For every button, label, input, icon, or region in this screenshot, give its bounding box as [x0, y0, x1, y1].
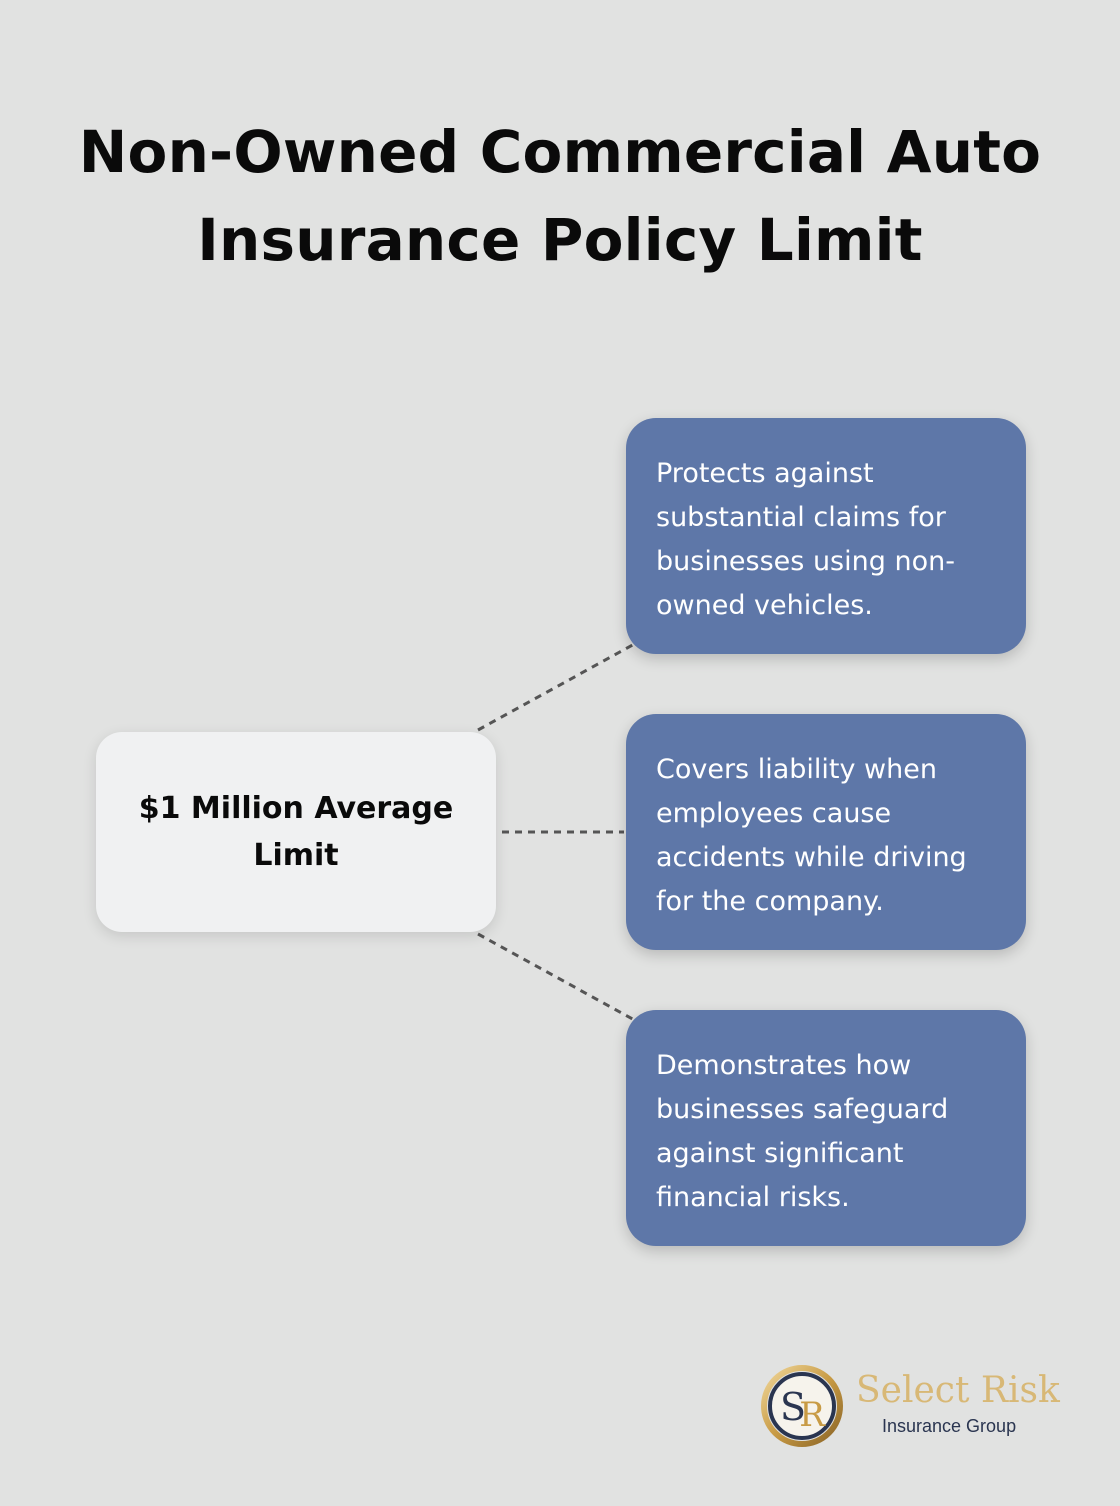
- center-limit-label: $1 Million Average Limit: [138, 791, 454, 873]
- point-text-demonstrates: Demonstrates how businesses safeguard against significant financial risks.: [656, 1050, 949, 1213]
- svg-text:S: S: [779, 1385, 807, 1429]
- svg-text:R: R: [799, 1395, 825, 1435]
- connector-line-bottom: [478, 934, 638, 1022]
- brand-tagline: Insurance Group: [882, 1416, 1017, 1436]
- brand-name: Select Risk: [856, 1370, 1060, 1411]
- point-text-covers: Covers liability when employees cause accidents while driving for the company.: [656, 754, 967, 917]
- logo-monogram-icon: [760, 1364, 844, 1448]
- brand-logo: [760, 1364, 1070, 1450]
- point-box-covers: [626, 714, 1026, 950]
- page-title: Non-Owned Commercial Auto Insurance Policy Limit: [78, 118, 1042, 274]
- center-limit-box: [96, 732, 496, 932]
- point-box-demonstrates: [626, 1010, 1026, 1246]
- point-box-protects: [626, 418, 1026, 654]
- point-text-protects: Protects against substantial claims for businesses using non-owned vehicles.: [656, 458, 955, 621]
- connector-line-top: [478, 642, 638, 730]
